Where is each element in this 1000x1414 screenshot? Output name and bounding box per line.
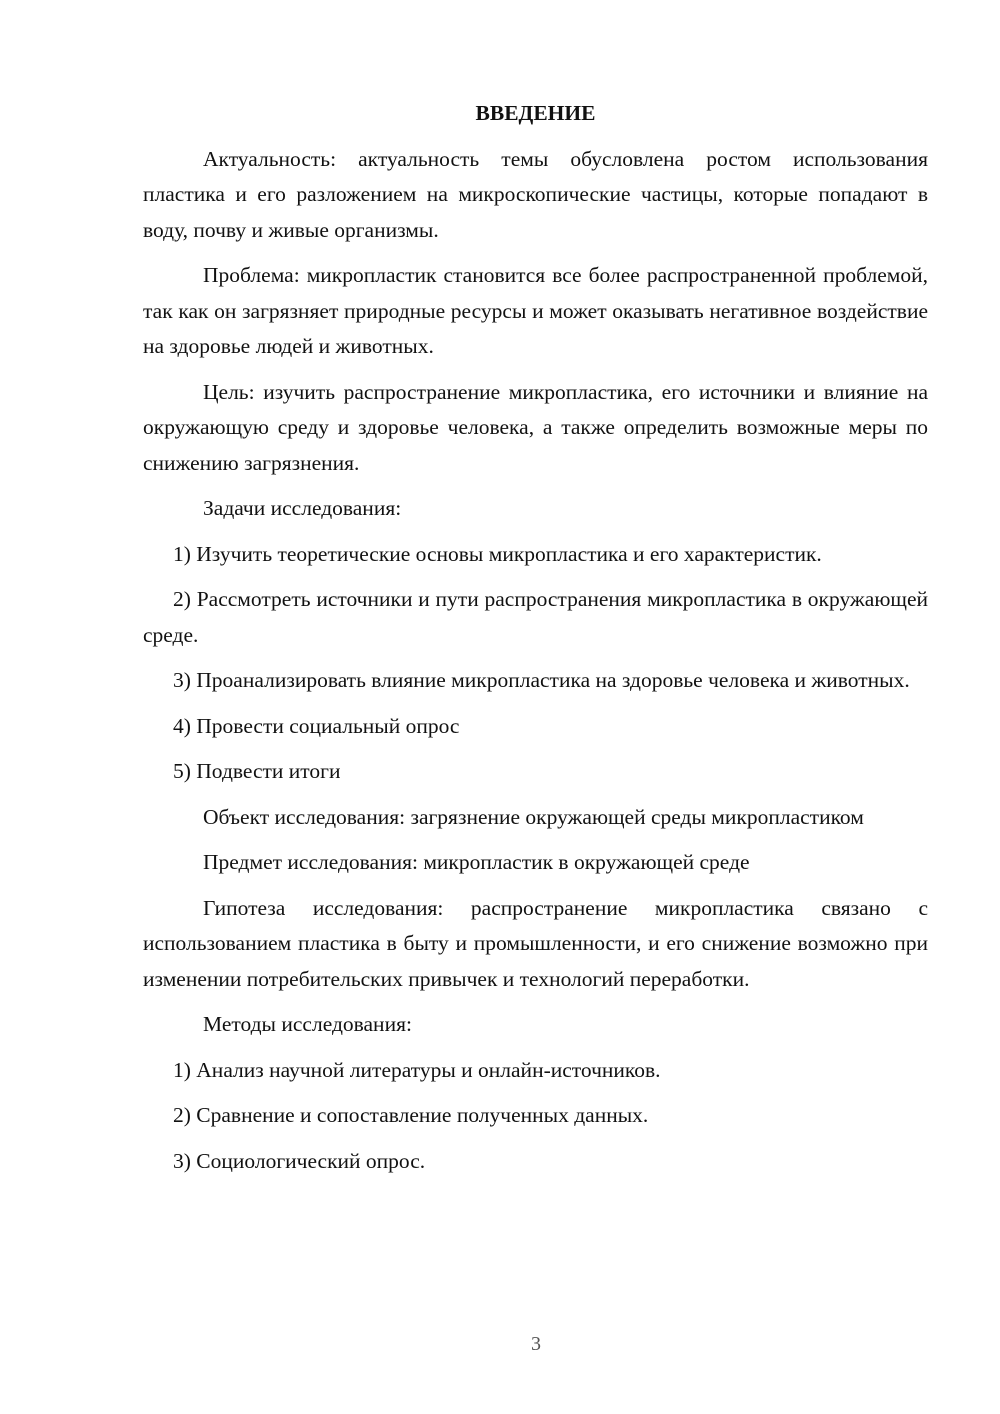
tasks-heading: Задачи исследования: xyxy=(203,496,402,520)
paragraph-goal: Цель: изучить распространение микропластика, его источники и влияние на окружающую среду и здоровье человека, а также определить возможные меры по снижению загрязнения. xyxy=(143,379,928,475)
paragraph-hypothesis: Гипотеза исследования: распространение микропластика связано с использованием пластика в быту и промышленности, и его снижение возможно при изменении потребительских привычек и технологий переработки. xyxy=(143,895,928,991)
method-item-1: 1) Анализ научной литературы и онлайн-источников. xyxy=(173,1057,661,1082)
paragraph-subject: Предмет исследования: микропластик в окружающей среде xyxy=(203,850,750,874)
task-item-1: 1) Изучить теоретические основы микропластика и его характеристик. xyxy=(173,541,822,566)
section-title: ВВЕДЕНИЕ xyxy=(475,101,596,125)
task-item-3: 3) Проанализировать влияние микропластика на здоровье человека и животных. xyxy=(173,668,910,692)
paragraph-relevance: Актуальность: актуальность темы обусловлена ростом использования пластика и его разложением на микроскопические частицы, которые попадают в воду, почву и живые организмы. xyxy=(143,146,928,242)
document-body xyxy=(143,96,928,1189)
method-item-2: 2) Сравнение и сопоставление полученных данных. xyxy=(173,1103,649,1127)
paragraph-problem: Проблема: микропластик становится все более распространенной проблемой, так как он загрязняет природные ресурсы и может оказывать негативное воздействие на здоровье людей и животных. xyxy=(143,263,928,358)
task-item-5: 5) Подвести итоги xyxy=(173,759,341,783)
method-item-3: 3) Социологический опрос. xyxy=(173,1148,426,1173)
paragraph-object: Объект исследования: загрязнение окружающей среды микропластиком xyxy=(203,804,864,829)
task-item-4: 4) Провести социальный опрос xyxy=(173,713,460,738)
page-number: 3 xyxy=(531,1333,541,1355)
methods-heading: Методы исследования: xyxy=(203,1012,412,1036)
task-item-2: 2) Рассмотреть источники и пути распространения микропластика в окружающей среде. xyxy=(143,587,928,647)
